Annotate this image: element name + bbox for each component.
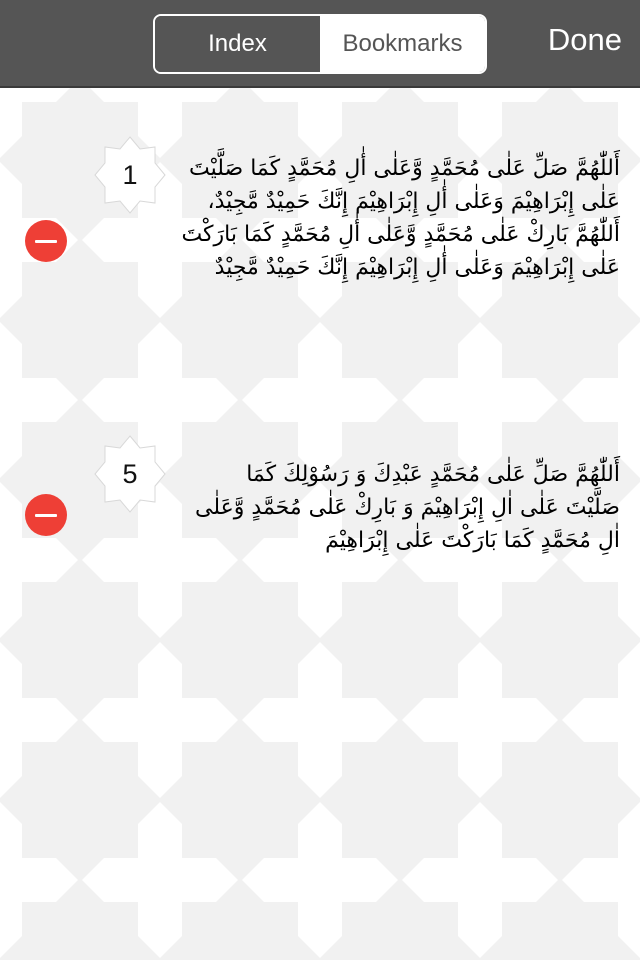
bookmark-number: 5 [122,458,138,489]
minus-icon [35,514,57,517]
bookmark-text: أَللّٰهُمَّ صَلِّ عَلٰى مُحَمَّدٍ وَّعَلٰى أٰلِ مُحَمَّدٍ كَمَا صَلَّيْتَ عَلٰى إِبْرَاهِيْمَ وَعَلٰى أٰلِ إِبْرَاهِيْمَ إِنَّكَ حَمِيْدٌ مَّجِيْدٌ، أَللّٰهُمَّ بَارِكْ عَلٰى مُحَمَّدٍ وَّعَلٰى أٰلِ مُحَمَّدٍ كَمَا بَارَكْتَ عَلٰى إِبْرَاهِيْمَ وَعَلٰى أٰلِ إِبْرَاهِيْمَ إِنَّكَ حَمِيْدٌ مَّجِيْدٌ [181,156,620,280]
done-button[interactable]: Done [547,22,622,57]
tab-index[interactable]: Index [155,16,320,72]
star-badge-icon [93,434,167,514]
bookmark-number: 1 [122,159,138,190]
navigation-bar [0,0,640,88]
minus-icon [35,240,57,243]
bookmark-row[interactable] [0,130,640,350]
tab-bookmarks[interactable]: Bookmarks [320,16,485,72]
bookmark-row[interactable] [0,432,640,592]
delete-icon[interactable] [25,220,67,262]
bookmark-text: أَللّٰهُمَّ صَلِّ عَلٰى مُحَمَّدٍ عَبْدِكَ وَ رَسُوْلِكَ كَمَا صَلَّيْتَ عَلٰى اٰلِ إِبْرَاهِيْمَ وَ بَارِكْ عَلٰى مُحَمَّدٍ وَّعَلٰى اٰلِ مُحَمَّدٍ كَمَا بَارَكْتَ عَلٰى إِبْرَاهِيْمَ [195,462,620,553]
delete-icon[interactable] [25,494,67,536]
star-badge-icon [93,135,167,215]
segmented-control [153,14,487,74]
